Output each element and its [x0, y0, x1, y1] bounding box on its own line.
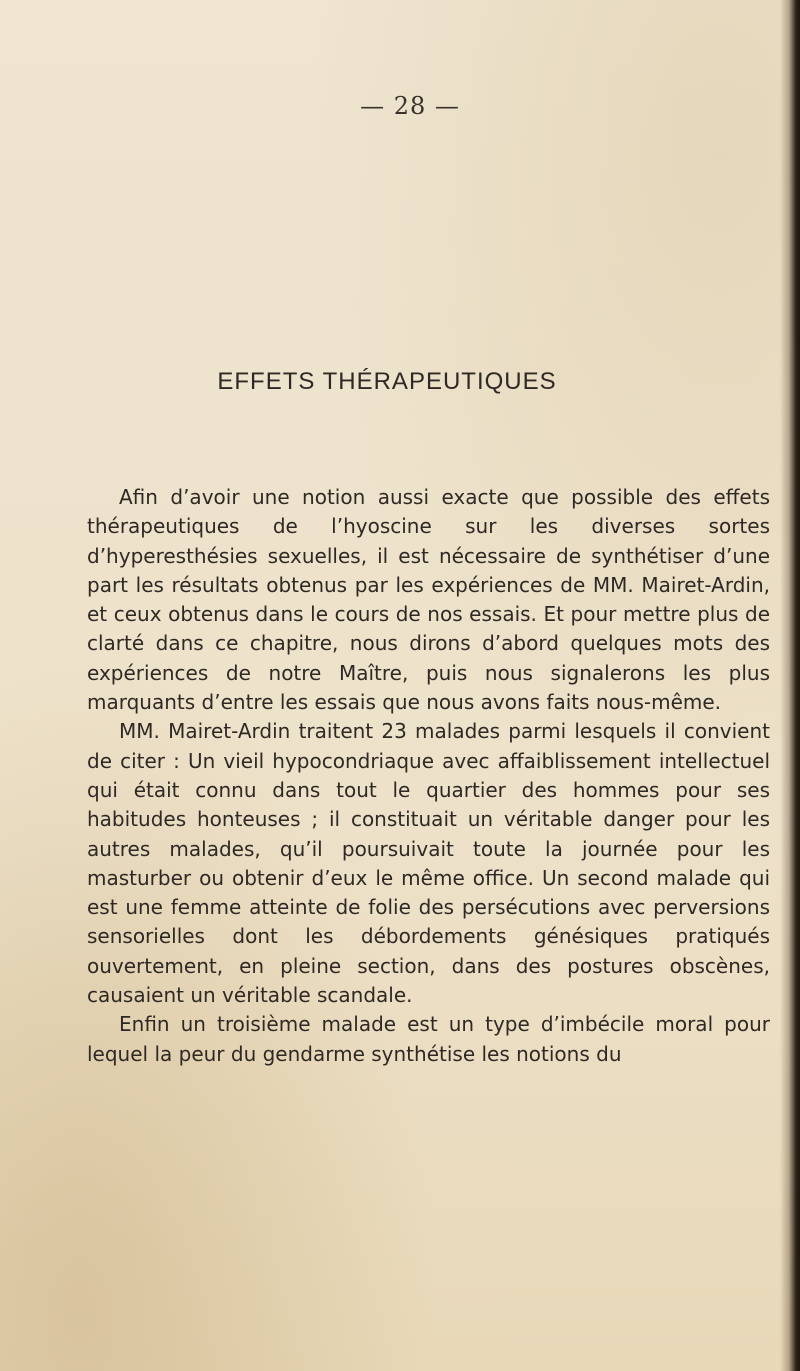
- book-spine-edge: [780, 0, 800, 1371]
- body-text: [87, 483, 770, 1069]
- chapter-heading: EFFETS THÉRAPEUTIQUES: [217, 368, 557, 395]
- paragraph-3: Enfin un troisième malade est un type d’imbécile moral pour lequel la peur du gendarme synthétise les notions du: [87, 1012, 770, 1066]
- paragraph-1: Afin d’avoir une notion aussi exacte que possible des effets thérapeutiques de l’hyoscine sur les diverses sortes d’hyperesthésies sexuelles, il est nécessaire de synthétiser d’une part les résultats obtenus par les expériences de MM. Mairet-Ardin, et ceux obtenus dans le cours de nos essais. Et pour mettre plus de clarté dans ce chapitre, nous dirons d’abord quelques mots des expériences de notre Maître, puis nous signalerons les plus marquants d’entre les essais que nous avons faits nous-même.: [87, 485, 770, 715]
- page-number: — 28 —: [360, 92, 460, 120]
- paragraph-2: MM. Mairet-Ardin traitent 23 malades parmi lesquels il convient de citer : Un vieil hypocondriaque avec affaiblissement intellectuel qui était connu dans tout le quartier des hommes pour ses habitudes honteuses ; il constituait un véritable danger pour les autres malades, qu’il poursuivait toute la journée pour les masturber ou obtenir d’eux le même office. Un second malade qui est une femme atteinte de folie des persécutions avec perversions sensorielles dont les débordements génésiques pratiqués ouvertement, en pleine section, dans des postures obscènes, causaient un véritable scandale.: [87, 719, 770, 1008]
